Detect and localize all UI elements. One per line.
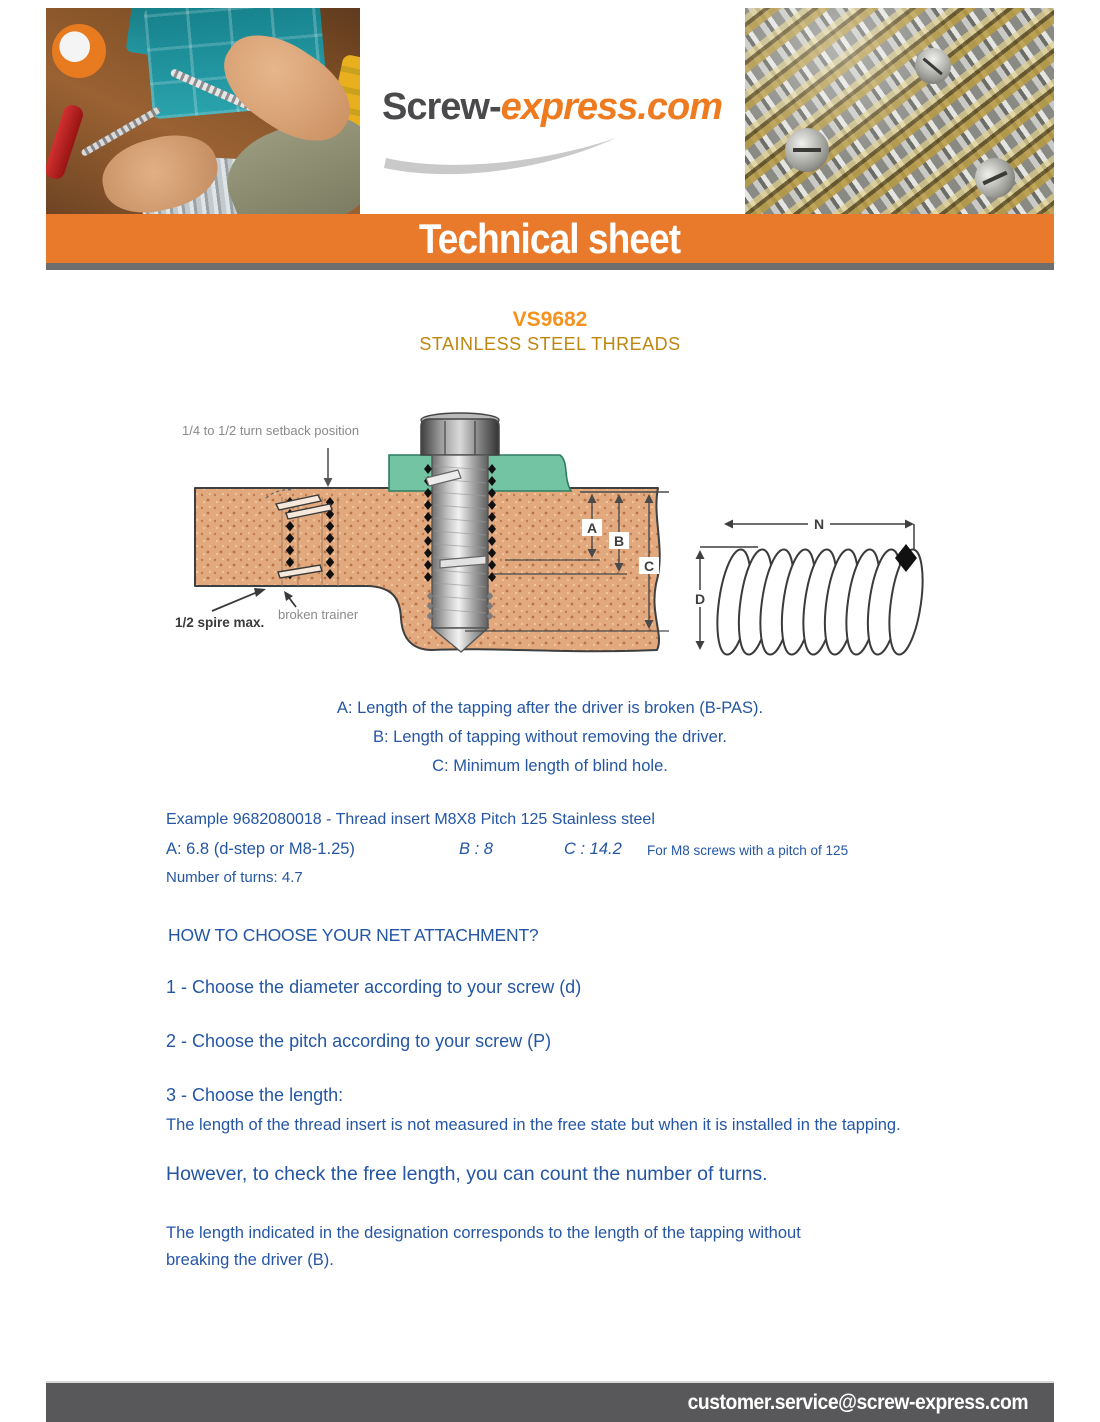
logo-wordmark (382, 86, 722, 129)
screws-pile-photo (745, 8, 1054, 214)
logo-screw-text: Screw- (382, 86, 501, 128)
logo-express-text: express.com (500, 86, 722, 128)
logo-swoosh-icon (380, 132, 680, 178)
free-length-paragraph: However, to check the free length, you can count the number of turns. (166, 1163, 768, 1185)
length-paragraph: The length of the thread insert is not measured in the free state but when it is installed in the tapping. (166, 1116, 901, 1134)
how-to-heading: HOW TO CHOOSE YOUR NET ATTACHMENT? (168, 925, 539, 945)
photo-shape (785, 128, 829, 172)
header (46, 8, 1054, 214)
dimension-c-label: C (643, 558, 655, 574)
example-values-row (166, 840, 946, 864)
material-cross-section (195, 488, 660, 651)
page-subtitle: STAINLESS STEEL THREADS (419, 334, 681, 354)
spire-max-annotation: 1/2 spire max. (175, 615, 265, 630)
how-to-step-2: 2 - Choose the pitch according to your screw (P) (166, 1031, 552, 1051)
example-note: For M8 screws with a pitch of 125 (647, 843, 849, 858)
how-to-step-1: 1 - Choose the diameter according to your screw (d) (166, 977, 582, 997)
photo-shape (52, 24, 106, 78)
coil-insert (712, 544, 928, 657)
dimension-a-label: A (586, 520, 598, 536)
bolt (421, 413, 499, 652)
how-to-step-3: 3 - Choose the length: (166, 1085, 344, 1105)
dimension-b-label: B (613, 533, 625, 549)
setback-annotation: 1/4 to 1/2 turn setback position (182, 423, 360, 438)
installation-diagram (160, 400, 940, 690)
photo-shape (46, 103, 85, 181)
dimension-definitions (0, 694, 1100, 781)
footer (46, 1381, 1054, 1422)
footer-email: customer.service@screw-express.com (687, 1390, 1028, 1414)
dimension-d-label: D (694, 591, 706, 607)
definition-c: C: Minimum length of blind hole. (432, 757, 668, 775)
example-value-b: B : 8 (459, 840, 493, 858)
example-value-a: A: 6.8 (d-step or M8-1.25) (166, 840, 355, 858)
broken-trainer-annotation: broken trainer (278, 607, 359, 622)
logo (360, 8, 745, 214)
photo-shape (968, 151, 1021, 204)
banner-shadow (46, 263, 1054, 270)
page-title: VS9682 (512, 308, 588, 331)
banner-title: Technical sheet (419, 214, 681, 262)
workbench-photo (46, 8, 360, 214)
dimension-n-label: N (813, 516, 825, 532)
photo-shape (908, 41, 959, 92)
definition-b: B: Length of tapping without removing the driver. (372, 728, 728, 746)
definition-a: A: Length of the tapping after the driver is broken (B-PAS). (336, 699, 764, 717)
designation-paragraph: The length indicated in the designation corresponds to the length of the tapping without breaking the driver (B). (166, 1224, 801, 1269)
example-heading: Example 9682080018 - Thread insert M8X8 Pitch 125 Stainless steel (166, 811, 655, 828)
example-turns: Number of turns: 4.7 (166, 869, 303, 886)
banner (46, 214, 1054, 263)
example-value-c: C : 14.2 (564, 840, 622, 858)
